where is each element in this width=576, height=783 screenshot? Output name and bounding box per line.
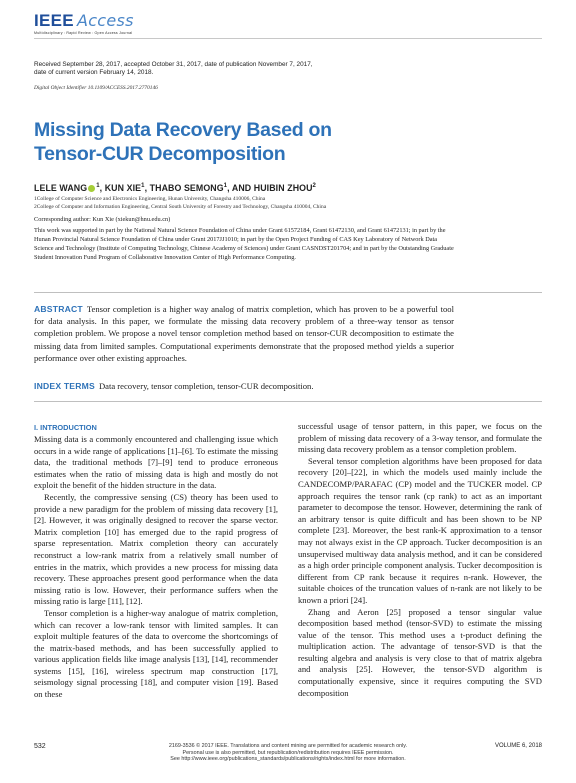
affiliation-1: 1College of Computer Science and Electronics Engineering, Hunan University, Changsha 410006, China bbox=[34, 196, 266, 202]
abstract-bottom-divider bbox=[34, 401, 542, 402]
copyright-notice bbox=[150, 743, 426, 763]
index-terms-heading: INDEX TERMS bbox=[34, 381, 95, 391]
doi: Digital Object Identifier 10.1109/ACCESS.2017.2770146 bbox=[34, 85, 158, 91]
abstract-heading: ABSTRACT bbox=[34, 304, 83, 314]
publication-dates bbox=[34, 61, 454, 78]
author-3: , THABO SEMONG bbox=[144, 183, 224, 193]
header-divider bbox=[34, 38, 542, 39]
corresponding-author: Corresponding author: Kun Xie (xiekun@hnu.edu.cn) bbox=[34, 216, 171, 223]
author-1: LELE WANG bbox=[34, 183, 88, 193]
copyright-line-2: Personal use is also permitted, but republication/redistribution requires IEEE permission. bbox=[182, 749, 394, 756]
right-paragraph-2: Several tensor completion algorithms have been proposed for data recovery [20]–[22], in which the models used mainly include the CANDECOMP/PARAFAC (CP) model and the TUCKER model. CP approach requires the tensor rank (cp rank) to act as an important parameter to decompose the tensor. However, determining the rank of an arbitrary tensor is quite difficult and has been shown to be NP complete [23]. Moreover, the best rank-K approximation to a tensor may not always exist in the CP approach. Tucker decomposition is an unsupervised multiway data analysis method, and it can be considered as a high order principle component analysis. Tucker decomposition is different from CP rank because it requires n-rank. However, the suitable choices of the truncation values of n-rank are not likely to be known a priori [24]. bbox=[298, 455, 542, 605]
author-2: , KUN XIE bbox=[99, 183, 142, 193]
dates-line-1: Received September 28, 2017, accepted October 31, 2017, date of publication November 7, 2017, bbox=[34, 61, 313, 68]
paper-title bbox=[34, 118, 454, 166]
journal-logo bbox=[34, 11, 134, 31]
abstract-text: Tensor completion is a higher way analog of matrix completion, which has proven to be a powerful tool for data analysis. In this paper, we formulate the missing data recovery problem of a three-way tensor as tensor completion problem. We propose a novel tensor completion method based on tensor-CUR decomposition to estimate the missing data from limited samples. Computational experiments demonstrate that the proposed method yields a superior performance over other existing approaches. bbox=[34, 304, 454, 363]
left-column bbox=[34, 434, 278, 701]
abstract-top-divider bbox=[34, 292, 542, 293]
page-number: 532 bbox=[34, 743, 46, 750]
right-column bbox=[298, 421, 542, 699]
logo-ieee-text: IEEE bbox=[34, 11, 74, 30]
author-4-affil: 2 bbox=[312, 183, 316, 190]
index-terms-text: Data recovery, tensor completion, tensor-CUR decomposition. bbox=[98, 381, 314, 391]
orcid-icon[interactable] bbox=[88, 185, 95, 192]
left-paragraph-3: Tensor completion is a higher-way analogue of matrix completion, which can recover a low-rank tensor with limited samples. It can exploit multiple features of the data to overcome the shortcomings of the matrix-based methods, and has been successfully applied to various application fields like image analysis [13], [14], recommender systems [15], [16], wireless spectrum map construction [17], seismology signal processing [18], and computer vision [19]. Based on these bbox=[34, 607, 278, 700]
volume-info: VOLUME 6, 2018 bbox=[494, 743, 542, 749]
right-paragraph-1: successful usage of tensor pattern, in this paper, we focus on the problem of missing data recovery of a 3-way tensor, and formulate the missing data recovery problem as a tensor completion problem. bbox=[298, 421, 542, 455]
dates-line-2: date of current version February 14, 2018. bbox=[34, 69, 154, 77]
left-paragraph-1: Missing data is a commonly encountered and challenging issue which occurs in a wide range of applications [1]–[6]. To estimate the missing data, the traditional methods [7]–[9] tend to produce erroneous estimates when the ratio of missing data is high and mostly do not exploit the benefit of the hidden structure in the data. bbox=[34, 434, 278, 491]
index-terms bbox=[34, 381, 454, 391]
author-list bbox=[34, 183, 316, 193]
right-paragraph-3: Zhang and Aeron [25] proposed a tensor singular value decomposition based method (tensor-SVD) to estimate the missing value of the tensor. This method uses a t-product defining the multiplication action. The advantage of tensor-SVD is that the resulting algebra and analysis is very close to that of matrix algebra and analysis [25]. However, the tensor-SVD algorithm is computationally expensive, since it requires computing the SVD decomposition bbox=[298, 606, 542, 698]
journal-tagline: Multidisciplinary : Rapid Review : Open Access Journal bbox=[34, 31, 133, 35]
author-2-affil: 1 bbox=[141, 183, 145, 190]
copyright-line-1: 2169-3536 © 2017 IEEE. Translations and content mining are permitted for academic research only. bbox=[168, 743, 408, 749]
section-heading-introduction: I. INTRODUCTION bbox=[34, 423, 97, 432]
title-line-1: Missing Data Recovery Based on bbox=[34, 119, 332, 141]
author-3-affil: 1 bbox=[223, 183, 228, 190]
copyright-line-3: See http://www.ieee.org/publications_standards/publications/rights/index.html for more information. bbox=[170, 756, 406, 763]
title-line-2: Tensor-CUR Decomposition bbox=[34, 143, 286, 165]
left-paragraph-2: Recently, the compressive sensing (CS) theory has been used to provide a new paradigm for the problem of missing data recovery [1], [2]. However, it was originally designed to recover the sparse vector. Matrix completion [10] has emerged due to the rapid progress of sparse representation. Matrix completion theory can accurately reconstruct a low-rank matrix from a relatively small number of entries in the matrix, which provides a new process for missing data recovery. These approaches present good performance when the data missing ratio is low. However, their performance suffers when the missing ratio is large [11], [12]. bbox=[34, 491, 278, 607]
affiliation-2: 2College of Computer and Information Engineering, Central South University of Forestry and Technology, Changsha 410004, China bbox=[34, 204, 327, 210]
author-4: , AND HUIBIN ZHOU bbox=[227, 183, 313, 193]
funding-statement: This work was supported in part by the National Natural Science Foundation of China under Grant 61572184, Grant 61472130, and Grant 61472131; in part by the Hunan Provincial Natural Science Foundation of China under Grant 2017JJ1010; in part by the Open Project Funding of CAS Key Laboratory of Network Data Science and Technology (Institute of Computing Technology, Chinese Academy of Sciences) under Grant CASNDST201704; and in part by the Outstanding Graduate Student Innovation Fund Program of Collaborative Innovation Center of High Performance Computing. bbox=[34, 227, 454, 261]
abstract bbox=[34, 303, 454, 364]
logo-access-text: Access bbox=[76, 11, 134, 30]
author-1-affil: 1 bbox=[96, 183, 100, 190]
